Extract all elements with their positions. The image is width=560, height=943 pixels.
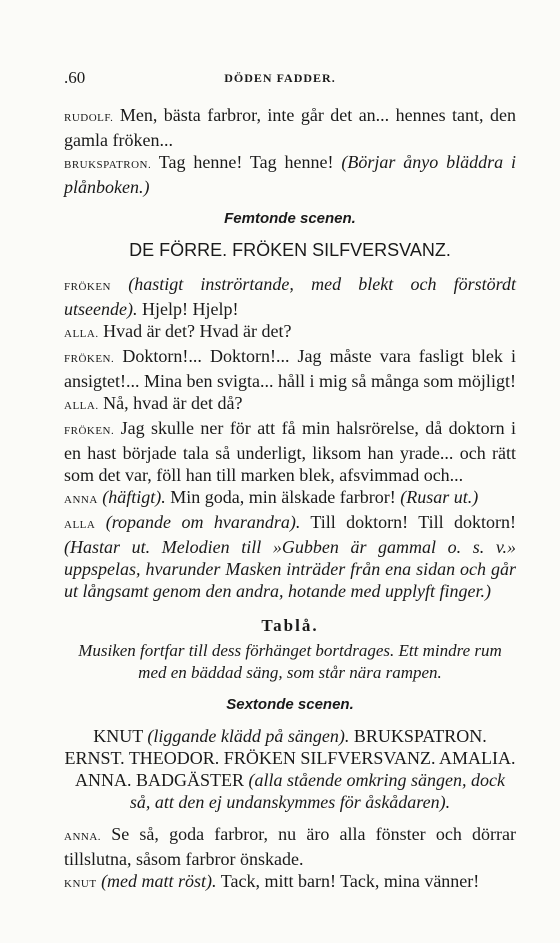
speech-line [64,486,516,511]
speech-line [64,320,516,345]
running-head: DÖDEN FADDER. [224,71,336,85]
speaker: ALLA. [64,328,99,340]
scene-cast-15: DE FÖRRE. FRÖKEN SILFVERSVANZ. [129,240,451,260]
stage-direction: (Börjar ånyo bläddra i plånboken.) [64,152,517,197]
speech-line [64,345,516,392]
stage-direction: (med matt röst). [96,871,217,891]
speech-line [64,417,516,486]
speech-line [64,511,516,602]
tablo-title: Tablå. [261,616,319,635]
speaker: FRÖKEN. [64,425,115,437]
speaker: ALLA [64,519,96,531]
speech-text: Till doktorn! Till doktorn! [300,512,517,532]
tablo-direction: Musiken fortfar till dess förhänget bortdrages. Ett mindre rum med en bäddad säng, som står nära rampen. [78,641,502,682]
cast-text: KNUT [93,726,148,746]
speech-line [64,823,516,870]
speech-text: Hjelp! Hjelp! [137,299,239,319]
speech-line [64,870,516,895]
speaker: KNUT [64,878,97,890]
speaker: RUDOLF. [64,112,114,124]
speaker: BRUKSPATRON. [64,159,152,171]
speech-brukspatron [64,151,516,198]
stage-direction: (hastigt inströrtande, med blekt och förstördt utseende). [64,274,516,319]
speaker: ALLA. [64,400,99,412]
speech-rudolf [64,104,516,151]
page-body [64,104,516,895]
speech-text: Se så, goda farbror, nu äro alla fönster och dörrar tillslutna, såsom farbror önskade. [64,824,516,869]
cast-text: BRUKSPATRON. ERNST. THEODOR. FRÖKEN SILFVERSVANZ. AMALIA. ANNA. BADGÄSTER [64,726,516,790]
speaker: ANNA. [64,831,102,843]
speech-text: Tack, mitt barn! Tack, mina vänner! [216,871,480,891]
speech-text: Men, bästa farbror, inte går det an... hennes tant, den gamla fröken... [64,105,516,150]
stage-direction: (ropande om hvarandra). [95,512,301,532]
stage-direction: (Rusar ut.) [400,487,479,507]
scene-title-16: Sextonde scenen. [226,696,354,713]
speech-text: Doktorn!... Doktorn!... Jag måste vara fasligt blek i ansigtet!... Mina ben svigta... håll i mig så många som möjligt! [64,346,516,391]
speech-text: Jag skulle ner för att få min halsrörelse, då doktorn i en hast började tala så underligt, liksom han yrade... och rätt som det var, föll han till marken blek, afsvimmad och... [64,418,516,485]
speech-line [64,273,516,320]
speech-text: Min goda, min älskade farbror! [165,487,401,507]
speech-text: Hvad är det? Hvad är det? [98,321,292,341]
speech-text: Tag henne! Tag henne! [151,152,342,172]
stage-direction: (Hastar ut. Melodien till »Gubben är gammal o. s. v.» uppspelas, hvarunder Masken inträder från ena sidan och går ut långsamt genom den andra, hotande med upplyft finger.) [64,537,516,601]
stage-direction: (häftigt). [97,487,166,507]
page-header [0,68,560,92]
speech-text: Nå, hvad är det då? [98,393,243,413]
speaker: ANNA [64,494,98,506]
speaker: FRÖKEN. [64,353,115,365]
stage-direction: (liggande klädd på sängen). [147,726,350,746]
page-number: .60 [64,68,86,87]
stage-direction: (alla stående omkring sängen, dock så, att den ej undanskymmes för åskådaren). [129,770,505,812]
speaker: FRÖKEN [64,281,112,293]
speech-line [64,392,516,417]
scene-cast-16 [64,725,516,813]
scene-title-15: Femtonde scenen. [224,210,356,227]
